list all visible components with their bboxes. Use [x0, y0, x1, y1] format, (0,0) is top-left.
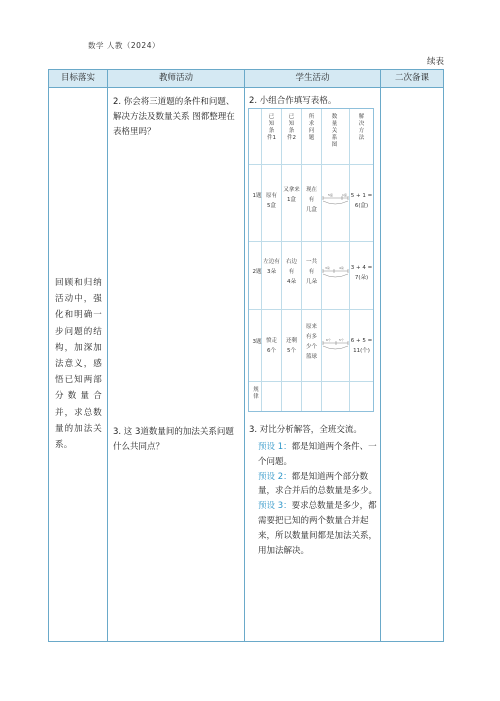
- row-1-diagram: [322, 192, 349, 208]
- row-3-method: 6 + 5 = 11(个): [350, 338, 373, 354]
- preset-3-text: 要求总数量是多少，都需要把已知的两个数量合并起来，所以数量间都是加法关系，用加法解决。: [258, 501, 378, 556]
- row-2-label: 2题: [252, 269, 262, 275]
- student-item-2-title: 2. 小组合作填写表格。: [249, 96, 337, 106]
- preset-2-text: 都是知道两个部分数量，求合并后的总数量是多少。: [258, 471, 378, 497]
- summary-row-label: 规律: [253, 387, 259, 400]
- row-1-cond1: 原有 5盒: [265, 193, 277, 209]
- preset-1: [258, 440, 380, 470]
- svg-text:4朵: 4朵: [339, 266, 344, 270]
- teacher-item-3: 3. 这 3道数量间的加法关系问题什么共同点？: [113, 427, 234, 452]
- svg-text:1盒: 1盒: [342, 193, 347, 197]
- row-2-method: 3 + 4 = 7(朵): [350, 265, 373, 281]
- preset-3: [258, 499, 380, 558]
- row-2-cond1: 左边有 3朵: [263, 259, 280, 275]
- preset-1-label: 预设 1：: [258, 442, 292, 452]
- preset-1-text: 都是知道两个条件、一个问题。: [258, 442, 377, 467]
- svg-text:5个: 5个: [339, 338, 344, 342]
- inner-col-method: 解决方法: [358, 114, 365, 141]
- inner-col-cond1: 已知条件1: [267, 114, 276, 141]
- page-header: 数学 人教（2024）: [88, 41, 160, 50]
- row-1-label: 1题: [252, 193, 262, 199]
- col-header-notes: 二次备课: [394, 73, 429, 83]
- row-2-diagram: [322, 265, 349, 281]
- col-header-student: 学生活动: [295, 73, 330, 83]
- svg-text:3朵: 3朵: [325, 266, 330, 270]
- preset-2: [258, 470, 380, 500]
- summary-table: [248, 108, 374, 412]
- inner-col-cond2: 已知条件2: [287, 114, 296, 141]
- goal-text: 回顾和归纳活动中，强化和明确一步问题的结构，加深加法意义，感悟已知两部分数量合并，求总数量的加法关系。: [55, 278, 102, 451]
- row-3-question: 原来 有多 少个 篮球: [305, 324, 317, 360]
- preset-3-label: 预设 3：: [258, 501, 292, 512]
- continued-label: 续表: [426, 57, 444, 67]
- student-item-3-title: 3. 对比分析解答，全班交流。: [249, 425, 362, 435]
- col-header-goal: 目标落实: [60, 73, 95, 83]
- svg-text:5盒: 5盒: [328, 193, 333, 197]
- row-3-cond1: 愤走 6个: [265, 338, 277, 354]
- inner-col-diagram: 数量关系图: [331, 114, 338, 148]
- lesson-table: [48, 69, 444, 642]
- row-3-diagram: [322, 337, 349, 353]
- col-header-teacher: 教师活动: [158, 73, 193, 83]
- row-1-question: 现在 有 几盒: [305, 187, 317, 213]
- row-1-cond2: 又拿来 1盒: [283, 187, 300, 203]
- inner-col-question: 所求问题: [308, 114, 315, 141]
- row-2-cond2: 右边 有 4朵: [285, 259, 297, 285]
- student-presets: [258, 440, 380, 558]
- preset-2-label: 预设 2：: [258, 471, 292, 482]
- row-3-label: 3题: [252, 339, 262, 345]
- teacher-item-2: 2. 你会将三道题的条件和问题、解决方法及数量关系 图都整理在表格里吗？: [113, 97, 235, 137]
- row-1-method: 5 + 1 = 6(盒): [350, 193, 373, 209]
- row-3-cond2: 还剩 5个: [285, 338, 297, 354]
- svg-text:6个: 6个: [326, 338, 331, 342]
- row-2-question: 一共 有 几朵: [305, 259, 317, 285]
